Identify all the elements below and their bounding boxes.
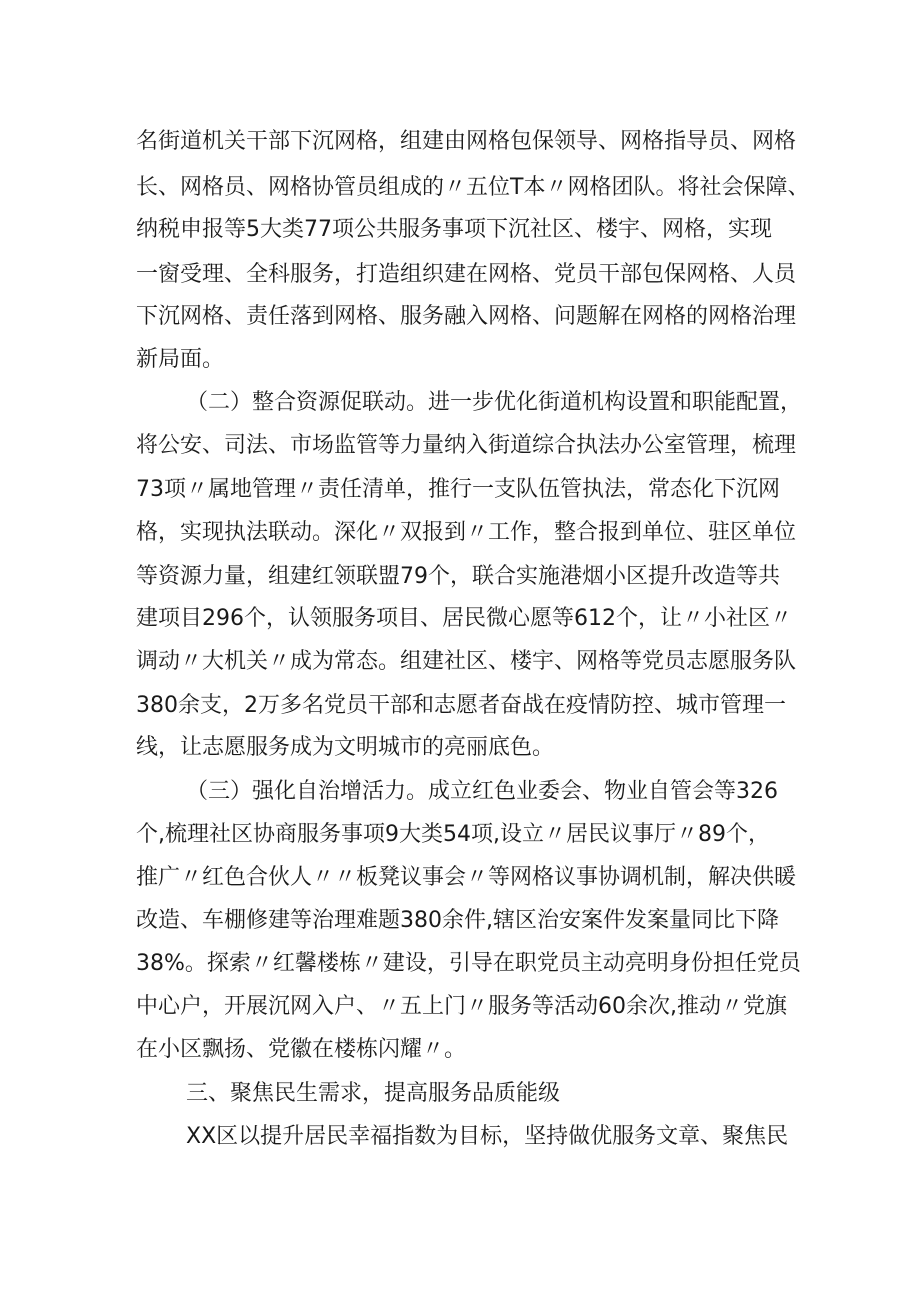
paragraph-1-line-1: 名街道机关干部下沉网格，组建由网格包保领导、网格指导员、网格 — [136, 129, 797, 154]
paragraph-3-line-4: 改造、车棚修建等治理难题380余件,辖区治安案件发案量同比下降 — [136, 908, 779, 933]
paragraph-2-line-3: 73项〃属地管理〃责任清单，推行一支队伍管执法，常态化下沉网 — [136, 477, 780, 502]
paragraph-3-line-3: 推广〃红色合伙人〃〃板凳议事会〃等网格议事协调机制，解决供暖 — [136, 865, 797, 890]
paragraph-2-line-4: 格，实现执法联动。深化〃双报到〃工作，整合报到单位、驻区单位 — [136, 520, 797, 545]
paragraph-2-line-8: 380余支，2万多名党员干部和志愿者奋战在疫情防控、城市管理一 — [136, 693, 786, 718]
paragraph-3-line-6: 中心户，开展沉网入户、〃五上门〃服务等活动60余次,推动〃党旗 — [136, 994, 787, 1019]
paragraph-3-line-2: 个,梳理社区协商服务事项9大类54项,设立〃居民议事厅〃89个， — [136, 822, 770, 847]
paragraph-2-line-9: 线，让志愿服务成为文明城市的亮丽底色。 — [136, 735, 555, 760]
paragraph-1-line-6: 新局面。 — [136, 347, 225, 372]
paragraph-2-line-5: 等资源力量，组建红领联盟79个，联合实施港烟小区提升改造等共 — [136, 564, 780, 589]
paragraph-3-line-5: 38%。探索〃红馨楼栋〃建设，引导在职党员主动亮明身份担任党员 — [136, 951, 801, 976]
paragraph-3-line-7: 在小区飘扬、党徽在楼栋闪耀〃。 — [136, 1037, 467, 1062]
paragraph-2-line-1: （二）整合资源促联动。进一步优化街道机构设置和职能配置， — [186, 390, 803, 415]
paragraph-2-line-2: 将公安、司法、市场监管等力量纳入街道综合执法办公室管理，梳理 — [136, 433, 797, 458]
paragraph-4-line-1: XX区以提升居民幸福指数为目标，坚持做优服务文章、聚焦民 — [186, 1124, 789, 1149]
paragraph-2-line-6: 建项目296个，认领服务项目、居民微心愿等612个，让〃小社区〃 — [136, 606, 792, 631]
paragraph-1-line-5: 下沉网格、责任落到网格、服务融入网格、问题解在网格的网格治理 — [136, 304, 797, 329]
paragraph-1-line-2: 长、网格员、网格协管员组成的〃五位T本〃网格团队。将社会保障、 — [136, 175, 810, 200]
paragraph-1-line-4: 一窗受理、全科服务，打造组织建在网格、党员干部包保网格、人员 — [136, 262, 797, 287]
paragraph-2-line-7: 调动〃大机关〃成为常态。组建社区、楼宇、网格等党员志愿服务队 — [136, 649, 797, 674]
paragraph-1-line-3: 纳税申报等5大类77项公共服务事项下沉社区、楼宇、网格，实现 — [136, 217, 772, 242]
paragraph-3-line-1: （三）强化自治增活力。成立红色业委会、物业自管会等326 — [186, 779, 778, 804]
section-heading: 三、聚焦民生需求，提高服务品质能级 — [186, 1081, 561, 1106]
